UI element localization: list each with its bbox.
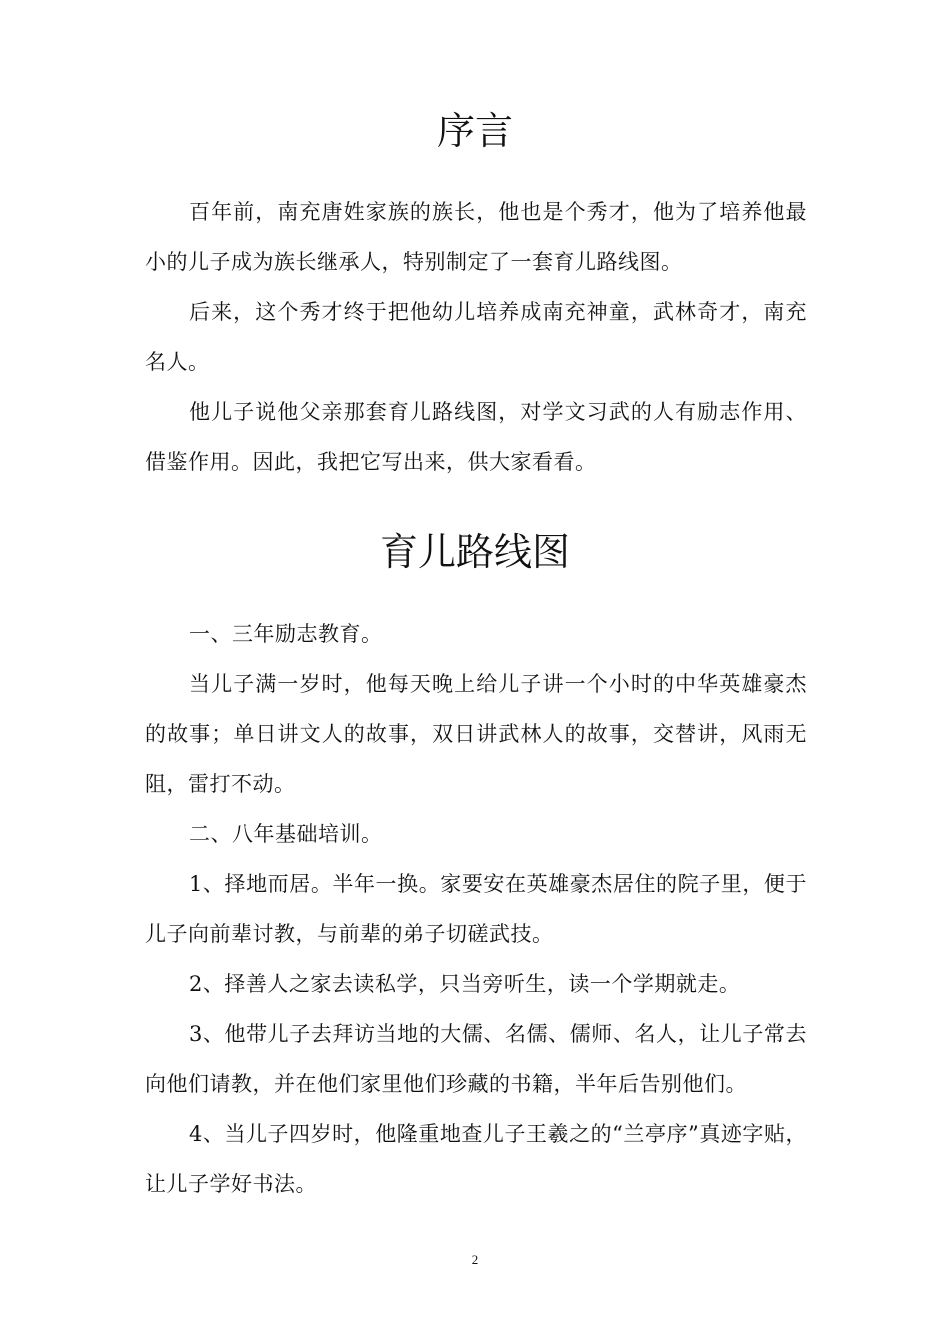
roadmap-section-1-heading: 一、三年励志教育。 bbox=[189, 622, 383, 646]
preface-title: 序言 bbox=[436, 109, 513, 153]
roadmap-paragraph-story: 当儿子满一岁时，他每天晚上给儿子讲一个小时的中华英雄豪杰的故事；单日讲文人的故事，双日讲武林人的故事，交替讲，风雨无阻，雷打不动。 bbox=[145, 672, 807, 796]
roadmap-item-2: 2、择善人之家去读私学，只当旁听生，读一个学期就走。 bbox=[189, 972, 741, 996]
page-number: 2 bbox=[471, 1252, 479, 1267]
roadmap-title: 育儿路线图 bbox=[379, 530, 570, 574]
preface-paragraph-1: 百年前，南充唐姓家族的族长，他也是个秀才，他为了培养他最小的儿子成为族长继承人，特别制定了一套育儿路线图。 bbox=[145, 200, 807, 274]
roadmap-item-1: 1、择地而居。半年一换。家要安在英雄豪杰居住的院子里，便于儿子向前辈讨教，与前辈的弟子切磋武技。 bbox=[145, 872, 807, 946]
roadmap-section-2-heading: 二、八年基础培训。 bbox=[189, 822, 383, 846]
preface-paragraph-3: 他儿子说他父亲那套育儿路线图，对学文习武的人有励志作用、借鉴作用。因此，我把它写出来，供大家看看。 bbox=[145, 400, 807, 474]
roadmap-item-3: 3、他带儿子去拜访当地的大儒、名儒、儒师、名人，让儿子常去向他们请教，并在他们家里他们珍藏的书籍，半年后告别他们。 bbox=[145, 1022, 807, 1096]
roadmap-item-4: 4、当儿子四岁时，他隆重地查儿子王羲之的“兰亭序”真迹字贴，让儿子学好书法。 bbox=[145, 1122, 807, 1196]
preface-paragraph-2: 后来，这个秀才终于把他幼儿培养成南充神童，武林奇才，南充名人。 bbox=[145, 300, 807, 374]
